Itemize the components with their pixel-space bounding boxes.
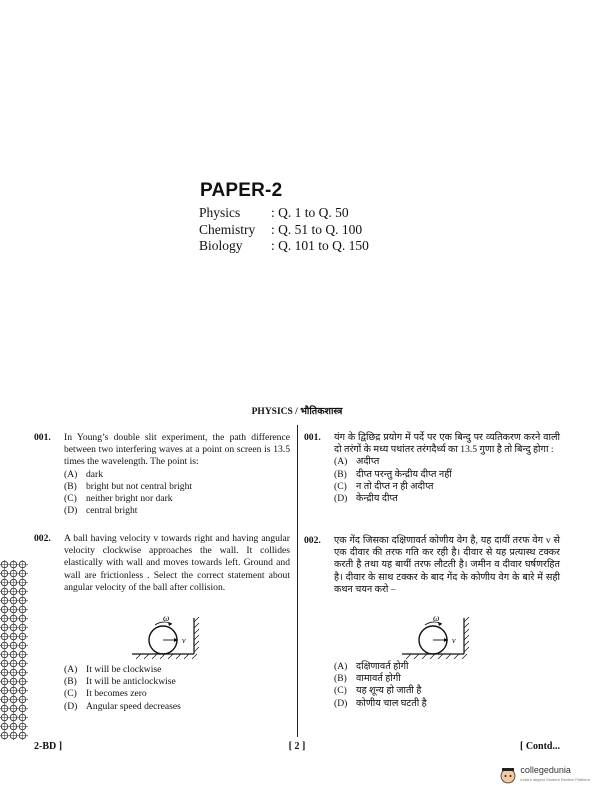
option-d — [334, 698, 560, 710]
subject-name: Chemistry — [199, 221, 256, 237]
option-d — [64, 701, 290, 713]
subject-row-biology — [199, 238, 369, 255]
question-002-hi — [304, 535, 560, 596]
option-label: (A) — [334, 456, 348, 468]
subject-range: : Q. 101 to Q. 150 — [271, 238, 369, 253]
option-b — [334, 469, 560, 481]
subject-row-physics — [199, 205, 369, 222]
option-a — [334, 456, 560, 468]
option-label: (B) — [64, 480, 77, 492]
option-label: (D) — [334, 493, 348, 505]
option-label: (A) — [64, 468, 78, 480]
option-label: (C) — [334, 480, 347, 492]
subject-name: Physics — [199, 205, 241, 220]
question-text: In Young’s double slit experiment, the path difference between two interfering waves at a point on screen is 13.5 times the wavelength. The point is: — [64, 432, 290, 468]
collegedunia-logo — [499, 766, 590, 784]
option-text: कोणीय चाल घटती है — [356, 697, 427, 709]
omega-label: ω — [163, 613, 170, 623]
option-d — [334, 493, 560, 505]
option-text: वामावर्त होगी — [356, 673, 401, 685]
option-text: It becomes zero — [86, 688, 147, 700]
decorative-border-pattern — [0, 560, 28, 740]
question-001-en — [34, 432, 290, 517]
question-number: 002. — [34, 533, 51, 544]
subject-range: : Q. 1 to Q. 50 — [271, 205, 349, 220]
option-c — [64, 493, 290, 505]
option-label: (B) — [334, 468, 347, 480]
option-label: (B) — [64, 676, 77, 688]
option-b — [334, 673, 560, 685]
option-label: (D) — [64, 505, 78, 517]
ball-wall-figure — [128, 612, 210, 660]
option-text: It will be anticlockwise — [86, 676, 176, 688]
mascot-icon — [499, 766, 517, 784]
question-number: 002. — [304, 535, 321, 546]
option-label: (C) — [334, 685, 347, 697]
footer-code: 2-BD ] — [34, 741, 63, 752]
question-text: A ball having velocity v towards right and having angular velocity clockwise approaches the wall. It collides elastically with wall and moves towards left. Ground and wall are frictionless . Select the correct statement about angular velocity of the ball after collision. — [64, 533, 290, 593]
option-text: Angular speed decreases — [86, 700, 181, 712]
option-text: यह शून्य हो जाती है — [356, 685, 422, 697]
option-label: (B) — [334, 673, 347, 685]
option-text: neither bright nor dark — [86, 493, 173, 505]
subject-name: Biology — [199, 238, 243, 253]
option-text: bright but not central bright — [86, 480, 193, 492]
logo-text: collegedunia — [520, 765, 571, 775]
option-label: (C) — [64, 493, 77, 505]
option-text: दक्षिणावर्त होगी — [356, 661, 409, 672]
question-text: एक गेंद जिसका दक्षिणावर्त कोणीय वेग है, यह दायीं तरफ वेग v से एक दीवार की तरफ गति कर रही है। दीवार से यह प्रत्यास्थ टक्कर करती है तथा यह बायीं तरफ लौटती है। जमीन व दीवार घर्षणरहित है। दीवार के साथ टक्कर के बाद गेंद के कोणीय वेग के बारे में सही कथन चयन करो – — [334, 535, 560, 595]
option-c — [64, 688, 290, 700]
option-a — [334, 661, 560, 673]
question-001-hi — [304, 432, 560, 505]
option-b — [64, 676, 290, 688]
column-divider — [297, 425, 298, 737]
option-a — [64, 664, 290, 676]
option-c — [334, 685, 560, 697]
subject-row-chemistry — [199, 222, 369, 239]
option-text: अदीप्त — [356, 456, 380, 468]
question-text: यंग के द्विछिद्र प्रयोग में पर्दे पर एक बिन्दु पर व्यतिकरण करने वाली दो तरंगों के मध्य पथांतर तरंगदैर्ध्य का 13.5 गुणा है तो बिन्दु होगा : — [334, 432, 560, 456]
paper-title: PAPER-2 — [200, 180, 283, 201]
option-d — [64, 505, 290, 517]
option-text: न तो दीप्त न ही अदीप्त — [356, 480, 434, 492]
question-number: 001. — [304, 432, 321, 443]
option-text: central bright — [86, 505, 138, 517]
option-b — [64, 481, 290, 493]
velocity-label: v — [452, 636, 456, 645]
option-label: (D) — [64, 700, 78, 712]
subject-range: : Q. 51 to Q. 100 — [271, 221, 363, 237]
option-label: (D) — [334, 697, 348, 709]
page-number: [ 2 ] — [288, 741, 306, 752]
option-label: (A) — [334, 661, 348, 672]
option-c — [334, 481, 560, 493]
question-002-hi-options — [304, 661, 560, 710]
question-002-en — [34, 533, 290, 594]
subject-list — [199, 205, 369, 255]
omega-label: ω — [433, 613, 440, 623]
option-text: dark — [86, 468, 104, 480]
option-label: (C) — [64, 688, 77, 700]
section-heading: PHYSICS / भौतिकशास्त्र — [251, 407, 343, 417]
option-text: It will be clockwise — [86, 664, 162, 675]
velocity-label: v — [182, 636, 186, 645]
question-002-en-options — [34, 664, 290, 713]
option-text: दीप्त परन्तु केन्द्रीय दीप्त नहीं — [356, 468, 452, 480]
option-label: (A) — [64, 664, 78, 675]
logo-tagline: India's largest Student Review Platform — [520, 777, 590, 782]
ball-wall-figure — [398, 612, 480, 660]
footer-continued: [ Contd... — [519, 741, 560, 752]
option-text: केन्द्रीय दीप्त — [356, 493, 398, 505]
question-number: 001. — [34, 432, 51, 443]
option-a — [64, 469, 290, 481]
